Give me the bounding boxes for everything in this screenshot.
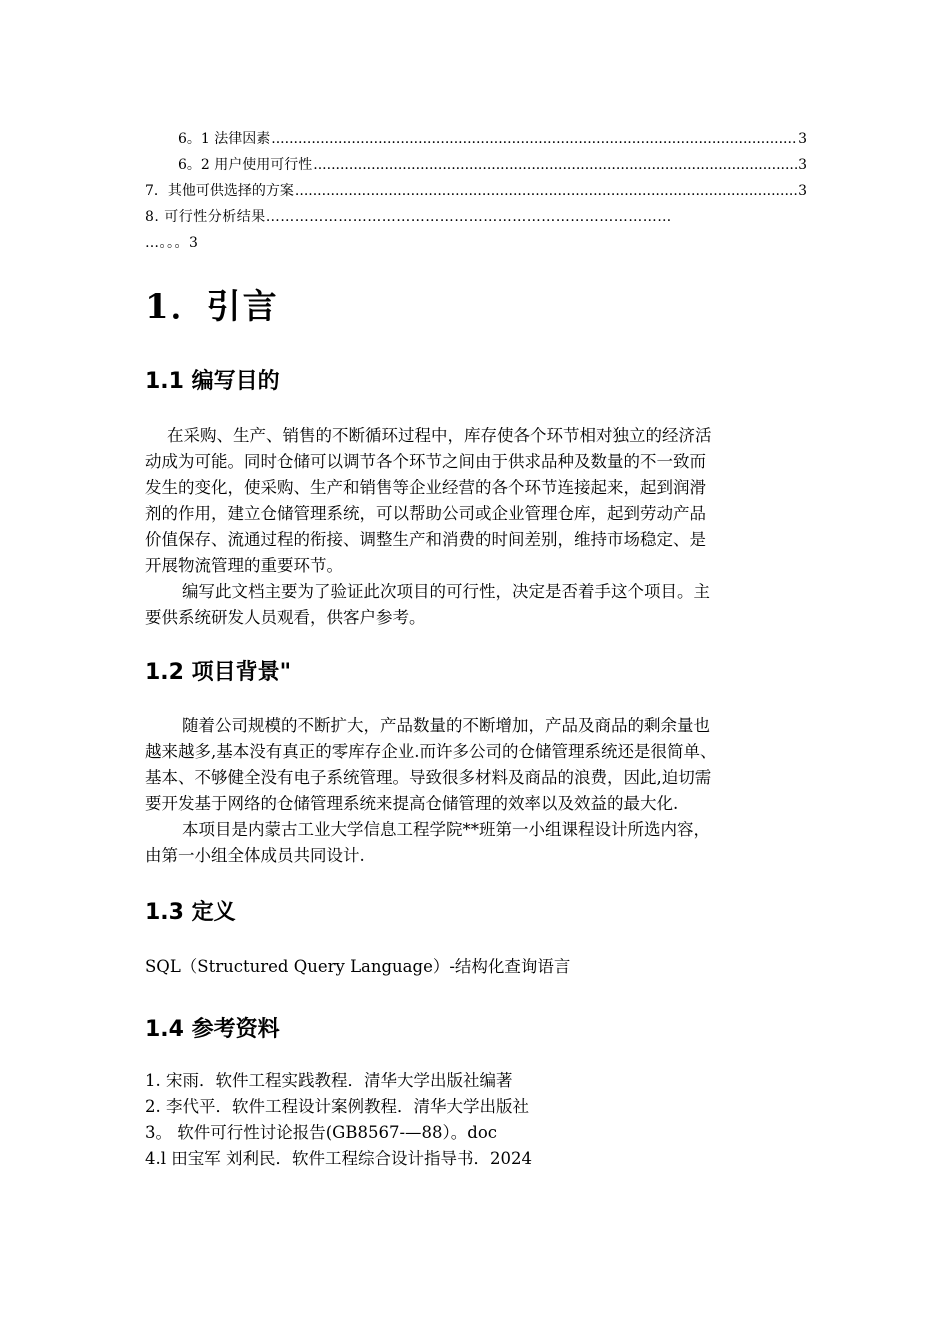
paragraph-line: 发生的变化，使采购、生产和销售等企业经营的各个环节连接起来，起到润滑 bbox=[145, 478, 706, 497]
toc-item-8-line1: 8. 可行性分析结果………………………………………………………………………… bbox=[145, 209, 672, 225]
table-of-contents bbox=[145, 126, 807, 256]
section-1-2-body bbox=[145, 713, 807, 869]
section-1-3-body bbox=[145, 954, 807, 980]
toc-leader-dots bbox=[295, 178, 797, 204]
definition-line: SQL（Structured Query Language）-结构化查询语言 bbox=[145, 957, 571, 976]
toc-item-7[interactable] bbox=[145, 178, 807, 204]
paragraph-line: 动成为可能。同时仓储可以调节各个环节之间由于供求品种及数量的不一致而 bbox=[145, 452, 706, 471]
paragraph-line: 剂的作用，建立仓储管理系统，可以帮助公司或企业管理仓库，起到劳动产品 bbox=[145, 504, 706, 523]
toc-item-text: 6。2 用户使用可行性 bbox=[178, 157, 313, 173]
toc-page-number: 3 bbox=[798, 183, 807, 199]
toc-item-6-2[interactable] bbox=[145, 152, 807, 178]
paragraph-line: 要供系统研发人员观看，供客户参考。 bbox=[145, 608, 426, 627]
paragraph-line: 价值保存、流通过程的衔接、调整生产和消费的时间差别，维持市场稳定、是 bbox=[145, 530, 706, 549]
paragraph-line: 开展物流管理的重要环节。 bbox=[145, 556, 343, 575]
toc-item-6-1[interactable] bbox=[145, 126, 807, 152]
reference-item: 2. 李代平．软件工程设计案例教程．清华大学出版社 bbox=[145, 1097, 529, 1116]
section-heading-1-4: 1.4 参考资料 bbox=[145, 1017, 280, 1042]
chapter-heading-introduction: 1．引言 bbox=[145, 287, 279, 327]
toc-leader-dots bbox=[271, 126, 797, 152]
toc-item-8-line2: …。。。3 bbox=[145, 235, 199, 251]
paragraph-line: 越来越多,基本没有真正的零库存企业.而许多公司的仓储管理系统还是很简单、 bbox=[145, 742, 717, 761]
section-heading-1-3: 1.3 定义 bbox=[145, 900, 236, 925]
toc-item-text: 7．其他可供选择的方案 bbox=[145, 183, 294, 199]
paragraph-line: 编写此文档主要为了验证此次项目的可行性，决定是否着手这个项目。主 bbox=[182, 582, 710, 601]
reference-item: 4.l 田宝军 刘利民．软件工程综合设计指导书．2024 bbox=[145, 1149, 533, 1168]
references-list bbox=[145, 1068, 807, 1172]
toc-page-number: 3 bbox=[798, 157, 807, 173]
paragraph-line: 本项目是内蒙古工业大学信息工程学院**班第一小组课程设计所选内容， bbox=[182, 820, 710, 839]
paragraph-line: 在采购、生产、销售的不断循环过程中，库存使各个环节相对独立的经济活 bbox=[167, 426, 712, 445]
reference-item: 3。 软件可行性讨论报告(GB8567-—88）。doc bbox=[145, 1123, 498, 1142]
section-1-1-body bbox=[145, 423, 807, 631]
toc-item-text: 6。1 法律因素 bbox=[178, 131, 271, 147]
paragraph-line: 由第一小组全体成员共同设计. bbox=[145, 846, 365, 865]
toc-leader-dots bbox=[313, 152, 797, 178]
toc-item-8[interactable] bbox=[145, 204, 807, 256]
section-heading-1-2: 1.2 项目背景" bbox=[145, 660, 292, 685]
toc-page-number: 3 bbox=[798, 131, 807, 147]
section-heading-1-1: 1.1 编写目的 bbox=[145, 369, 280, 394]
paragraph-line: 要开发基于网络的仓储管理系统来提高仓储管理的效率以及效益的最大化. bbox=[145, 794, 679, 813]
reference-item: 1. 宋雨．软件工程实践教程．清华大学出版社编著 bbox=[145, 1071, 513, 1090]
paragraph-line: 基本、不够健全没有电子系统管理。导致很多材料及商品的浪费，因此,迫切需 bbox=[145, 768, 712, 787]
paragraph-line: 随着公司规模的不断扩大，产品数量的不断增加，产品及商品的剩余量也 bbox=[182, 716, 710, 735]
